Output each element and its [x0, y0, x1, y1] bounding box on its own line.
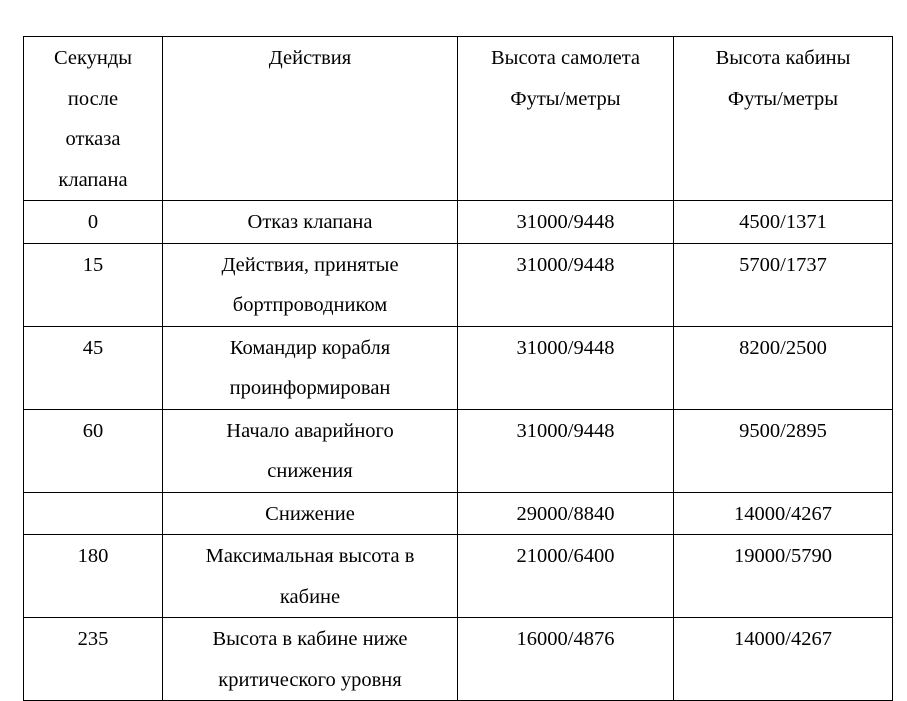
header-text: Секунды	[53, 47, 133, 69]
cell-action-line: бортпроводником	[232, 294, 388, 316]
header-text: Высота кабины	[715, 47, 851, 69]
cell-action	[163, 535, 458, 618]
header-cabin-altitude	[674, 37, 893, 201]
table-row	[24, 409, 893, 492]
table-row	[24, 243, 893, 326]
cell-seconds: 180	[24, 535, 163, 618]
table-row	[24, 618, 893, 701]
cell-action	[163, 618, 458, 701]
cell-seconds: 235	[24, 618, 163, 701]
header-text: Действия	[268, 47, 352, 69]
cell-action-line: Отказ клапана	[247, 211, 373, 233]
cell-cabin-altitude: 19000/5790	[674, 535, 893, 618]
cell-action	[163, 409, 458, 492]
cell-seconds: 0	[24, 201, 163, 244]
header-text: Футы/метры	[727, 87, 839, 110]
cell-aircraft-altitude: 31000/9448	[458, 201, 674, 244]
header-text: Футы/метры	[510, 87, 621, 110]
cell-cabin-altitude: 9500/2895	[674, 409, 893, 492]
cell-aircraft-altitude: 31000/9448	[458, 409, 674, 492]
cell-seconds: 60	[24, 409, 163, 492]
cell-cabin-altitude: 4500/1371	[674, 201, 893, 244]
cell-cabin-altitude: 8200/2500	[674, 326, 893, 409]
table-row	[24, 492, 893, 535]
cell-action-line: снижения	[267, 460, 353, 482]
cell-action	[163, 243, 458, 326]
cell-action-line: проинформирован	[229, 377, 391, 399]
header-text: клапана	[58, 168, 128, 191]
table-row	[24, 201, 893, 244]
cell-action-line: Снижение	[265, 502, 355, 525]
cell-seconds	[24, 492, 163, 535]
cell-aircraft-altitude: 21000/6400	[458, 535, 674, 618]
cell-cabin-altitude: 5700/1737	[674, 243, 893, 326]
header-text: после	[67, 87, 119, 110]
cell-cabin-altitude: 14000/4267	[674, 618, 893, 701]
cell-action-line: Командир корабля	[229, 336, 391, 359]
cell-action-line: Начало аварийного	[226, 419, 394, 442]
cell-action	[163, 326, 458, 409]
cell-seconds: 15	[24, 243, 163, 326]
cell-cabin-altitude: 14000/4267	[674, 492, 893, 535]
table-row	[24, 535, 893, 618]
table-row	[24, 326, 893, 409]
header-text: Высота самолета	[491, 47, 640, 69]
cell-seconds: 45	[24, 326, 163, 409]
cell-action-line: критического уровня	[218, 668, 402, 691]
data-table	[23, 36, 893, 701]
cell-action-line: Высота в кабине ниже	[212, 628, 408, 650]
cell-aircraft-altitude: 29000/8840	[458, 492, 674, 535]
cell-action-line: Действия, принятые	[221, 253, 399, 276]
cell-action-line: кабине	[279, 585, 341, 608]
header-actions	[163, 37, 458, 201]
cell-action	[163, 492, 458, 535]
cell-aircraft-altitude: 31000/9448	[458, 326, 674, 409]
cell-action	[163, 201, 458, 244]
header-text: отказа	[65, 128, 121, 150]
cell-aircraft-altitude: 16000/4876	[458, 618, 674, 701]
cell-aircraft-altitude: 31000/9448	[458, 243, 674, 326]
header-seconds	[24, 37, 163, 201]
header-aircraft-altitude	[458, 37, 674, 201]
header-row	[24, 37, 893, 201]
cell-action-line: Максимальная высота в	[205, 545, 415, 567]
